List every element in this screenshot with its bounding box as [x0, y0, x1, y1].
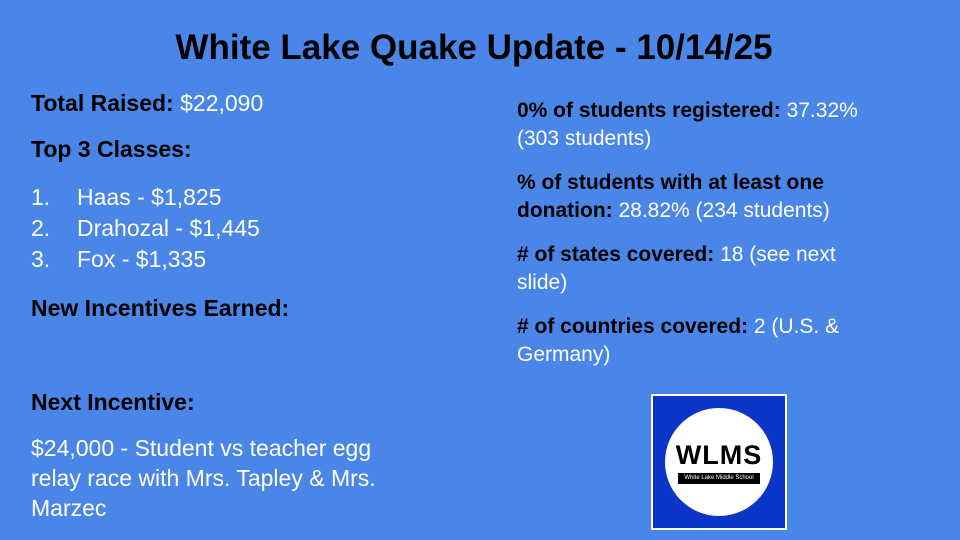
logo-band: White Lake Middle School: [678, 473, 760, 484]
list-item: [31, 182, 481, 213]
list-item-number: 3.: [31, 246, 51, 272]
list-item: [31, 244, 481, 275]
states-label: # of states covered:: [517, 243, 715, 266]
new-incentives-heading: New Incentives Earned:: [31, 295, 290, 321]
top-classes-heading: Top 3 Classes:: [31, 136, 192, 162]
list-item-number: 1.: [31, 184, 51, 210]
countries-label: # of countries covered:: [517, 315, 749, 338]
states-value-line-2: slide): [517, 271, 568, 294]
registered-label: 0% of students registered:: [517, 99, 781, 122]
donation-stat: [517, 197, 937, 225]
states-value: 18 (see next: [720, 243, 836, 266]
donation-label-line-2: donation:: [517, 199, 613, 222]
total-raised-value: $22,090: [180, 90, 264, 116]
right-column: [517, 97, 937, 369]
next-incentive-text-line-1: $24,000 - Student vs teacher egg: [31, 435, 372, 461]
next-incentive-text-line-2: relay race with Mrs. Tapley & Mrs.: [31, 465, 376, 491]
slide-title: White Lake Quake Update - 10/14/25: [175, 28, 773, 67]
list-item-text: Haas - $1,825: [77, 184, 222, 210]
next-incentive-text-line-3: Marzec: [31, 495, 107, 521]
list-item-number: 2.: [31, 215, 51, 241]
wlms-logo: [651, 394, 787, 530]
left-column: [31, 88, 481, 523]
list-item: [31, 213, 481, 244]
countries-value-line-2: Germany): [517, 343, 611, 366]
donation-label-line-1: % of students with at least one: [517, 171, 824, 194]
total-raised-label: Total Raised:: [31, 90, 174, 116]
logo-circle: [665, 408, 773, 516]
next-incentive-heading: Next Incentive:: [31, 389, 195, 415]
logo-text: WLMS: [675, 440, 763, 470]
registered-count: (303 students): [517, 127, 652, 150]
total-raised: [31, 88, 481, 118]
countries-stat: [517, 313, 937, 341]
registered-value: 37.32%: [786, 99, 858, 122]
states-stat: [517, 241, 937, 269]
countries-value: 2 (U.S. &: [753, 315, 840, 338]
top-classes-list: [31, 182, 481, 275]
registered-stat: [517, 97, 937, 125]
list-item-text: Drahozal - $1,445: [77, 215, 260, 241]
donation-value: 28.82% (234 students): [618, 199, 830, 222]
list-item-text: Fox - $1,335: [77, 246, 207, 272]
